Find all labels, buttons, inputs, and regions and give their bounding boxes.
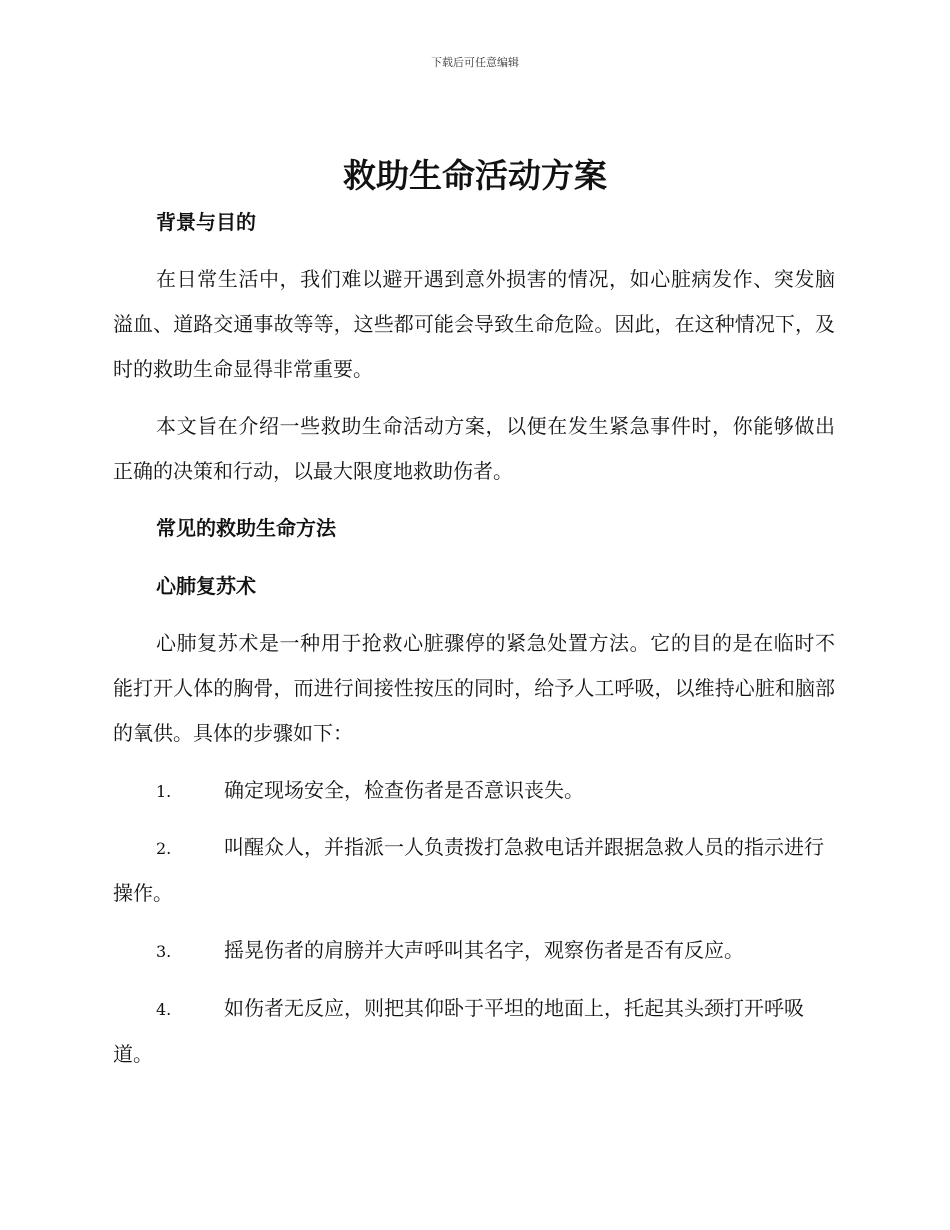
section-heading-methods: 常见的救助生命方法 bbox=[156, 516, 336, 540]
list-number: 4. bbox=[156, 1000, 172, 1019]
paragraph-purpose: 本文旨在介绍一些救助生命活动方案，以便在发生紧急事件时，你能够做出正确的决策和行动，以最大限度地救助伤者。 bbox=[113, 414, 835, 483]
paragraph-intro: 在日常生活中，我们难以避开遇到意外损害的情况，如心脏病发作、突发脑溢血、道路交通事故等等，这些都可能会导致生命危险。因此，在这种情况下，及时的救助生命显得非常重要。 bbox=[113, 267, 835, 381]
section-heading-cpr: 心肺复苏术 bbox=[156, 574, 256, 598]
list-item bbox=[113, 986, 835, 1077]
list-number: 3. bbox=[156, 942, 172, 961]
list-text: 如伤者无反应，则把其仰卧于平坦的地面上，托起其头颈打开呼吸道。 bbox=[113, 996, 804, 1066]
paragraph-cpr: 心肺复苏术是一种用于抢救心脏骤停的紧急处置方法。它的目的是在临时不能打开人体的胸骨，而进行间接性按压的同时，给予人工呼吸，以维持心脏和脑部的氧供。具体的步骤如下： bbox=[113, 631, 835, 745]
list-item bbox=[113, 768, 835, 814]
list-number: 2. bbox=[156, 839, 172, 858]
list-number: 1. bbox=[156, 782, 172, 801]
list-text: 确定现场安全，检查伤者是否意识丧失。 bbox=[224, 778, 584, 802]
list-text: 叫醒众人，并指派一人负责拨打急救电话并跟据急救人员的指示进行操作。 bbox=[113, 835, 824, 905]
list-text: 摇晃伤者的肩膀并大声呼叫其名字，观察伤者是否有反应。 bbox=[224, 938, 744, 962]
section-heading-background: 背景与目的 bbox=[156, 210, 256, 234]
list-item bbox=[113, 825, 835, 916]
document-title: 救助生命活动方案 bbox=[343, 156, 607, 195]
list-item bbox=[113, 928, 835, 974]
header-note: 下载后可任意编辑 bbox=[431, 56, 519, 69]
